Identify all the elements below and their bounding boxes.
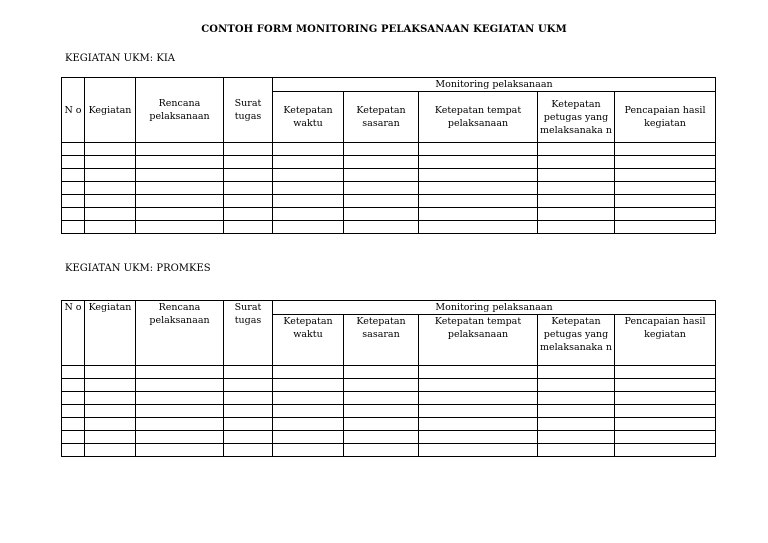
table-cell[interactable] xyxy=(136,444,224,457)
header-no: N o xyxy=(62,78,85,143)
table-cell[interactable] xyxy=(136,366,224,379)
table-cell[interactable] xyxy=(273,195,344,208)
table-cell[interactable] xyxy=(419,418,538,431)
table-cell[interactable] xyxy=(136,392,224,405)
table-cell[interactable] xyxy=(85,379,136,392)
table-cell[interactable] xyxy=(85,418,136,431)
table-cell[interactable] xyxy=(538,444,615,457)
table-row xyxy=(62,444,716,457)
table-row xyxy=(62,379,716,392)
table-cell[interactable] xyxy=(136,221,224,234)
table-row xyxy=(62,405,716,418)
table-cell[interactable] xyxy=(273,431,344,444)
table-cell[interactable] xyxy=(615,208,716,221)
table-cell[interactable] xyxy=(224,366,273,379)
monitoring-table-kia xyxy=(61,77,716,234)
table-cell[interactable] xyxy=(419,169,538,182)
table-cell[interactable] xyxy=(224,182,273,195)
table-cell[interactable] xyxy=(273,143,344,156)
table-cell[interactable] xyxy=(224,195,273,208)
table-cell[interactable] xyxy=(224,143,273,156)
table-cell[interactable] xyxy=(538,366,615,379)
table-cell[interactable] xyxy=(538,208,615,221)
header-ketepatan-waktu: Ketepatan waktu xyxy=(273,315,344,366)
table-cell[interactable] xyxy=(615,405,716,418)
table-cell[interactable] xyxy=(136,143,224,156)
table-cell[interactable] xyxy=(344,366,419,379)
table-cell[interactable] xyxy=(62,169,85,182)
monitoring-table-promkes xyxy=(61,300,716,457)
table-cell[interactable] xyxy=(136,169,224,182)
table-cell[interactable] xyxy=(538,418,615,431)
table-cell[interactable] xyxy=(136,431,224,444)
table-row xyxy=(62,169,716,182)
table-cell[interactable] xyxy=(344,221,419,234)
table-row xyxy=(62,431,716,444)
table-cell[interactable] xyxy=(344,169,419,182)
table-cell[interactable] xyxy=(538,431,615,444)
table-cell[interactable] xyxy=(615,366,716,379)
header-monitoring-pelaksanaan: Monitoring pelaksanaan xyxy=(273,301,716,315)
table-cell[interactable] xyxy=(344,208,419,221)
table-row xyxy=(62,143,716,156)
table-row xyxy=(62,221,716,234)
header-kegiatan: Kegiatan xyxy=(85,301,136,366)
table-cell[interactable] xyxy=(615,444,716,457)
table-row xyxy=(62,366,716,379)
table-cell[interactable] xyxy=(615,143,716,156)
table-cell[interactable] xyxy=(419,182,538,195)
table-cell[interactable] xyxy=(62,195,85,208)
header-pencapaian-hasil: Pencapaian hasil kegiatan xyxy=(615,92,716,143)
table-cell[interactable] xyxy=(419,366,538,379)
table-cell[interactable] xyxy=(419,208,538,221)
table-cell[interactable] xyxy=(273,156,344,169)
table-cell[interactable] xyxy=(419,156,538,169)
table-cell[interactable] xyxy=(136,379,224,392)
table-cell[interactable] xyxy=(62,156,85,169)
table-cell[interactable] xyxy=(419,431,538,444)
table-cell[interactable] xyxy=(85,444,136,457)
table-cell[interactable] xyxy=(62,418,85,431)
header-pencapaian-hasil: Pencapaian hasil kegiatan xyxy=(615,315,716,366)
table-cell[interactable] xyxy=(224,444,273,457)
table-cell[interactable] xyxy=(85,208,136,221)
header-ketepatan-petugas: Ketepatan petugas yang melaksanaka n xyxy=(538,315,615,366)
table-cell[interactable] xyxy=(344,182,419,195)
table-row xyxy=(62,182,716,195)
table-cell[interactable] xyxy=(615,195,716,208)
table-cell[interactable] xyxy=(136,182,224,195)
table-cell[interactable] xyxy=(62,444,85,457)
header-ketepatan-sasaran: Ketepatan sasaran xyxy=(344,315,419,366)
table-cell[interactable] xyxy=(224,156,273,169)
table-cell[interactable] xyxy=(62,366,85,379)
header-ketepatan-waktu: Ketepatan waktu xyxy=(273,92,344,143)
table-row xyxy=(62,418,716,431)
table-cell[interactable] xyxy=(273,444,344,457)
table-cell[interactable] xyxy=(419,392,538,405)
table-cell[interactable] xyxy=(136,208,224,221)
table-cell[interactable] xyxy=(224,392,273,405)
table-cell[interactable] xyxy=(62,143,85,156)
table-cell[interactable] xyxy=(62,182,85,195)
table-cell[interactable] xyxy=(273,418,344,431)
table-cell[interactable] xyxy=(615,156,716,169)
header-surat-tugas: Surat tugas xyxy=(224,301,273,366)
table-cell[interactable] xyxy=(419,195,538,208)
table-cell[interactable] xyxy=(136,405,224,418)
table-cell[interactable] xyxy=(344,143,419,156)
header-surat-tugas: Surat tugas xyxy=(224,78,273,143)
table-cell[interactable] xyxy=(615,169,716,182)
table-cell[interactable] xyxy=(615,182,716,195)
table-cell[interactable] xyxy=(224,221,273,234)
table-cell[interactable] xyxy=(273,366,344,379)
table-cell[interactable] xyxy=(85,392,136,405)
table-cell[interactable] xyxy=(538,143,615,156)
table-cell[interactable] xyxy=(62,431,85,444)
table-cell[interactable] xyxy=(85,169,136,182)
table-cell[interactable] xyxy=(85,143,136,156)
table-cell[interactable] xyxy=(85,405,136,418)
table-cell[interactable] xyxy=(273,208,344,221)
table-cell[interactable] xyxy=(344,431,419,444)
table-cell[interactable] xyxy=(273,182,344,195)
table-cell[interactable] xyxy=(62,392,85,405)
table-cell[interactable] xyxy=(85,156,136,169)
table-cell[interactable] xyxy=(224,418,273,431)
table-body-promkes xyxy=(62,366,716,457)
header-rencana-pelaksanaan: Rencana pelaksanaan xyxy=(136,78,224,143)
table-cell[interactable] xyxy=(538,156,615,169)
table-cell[interactable] xyxy=(85,182,136,195)
table-cell[interactable] xyxy=(538,392,615,405)
table-cell[interactable] xyxy=(85,221,136,234)
table-cell[interactable] xyxy=(136,418,224,431)
table-cell[interactable] xyxy=(62,221,85,234)
table-cell[interactable] xyxy=(538,169,615,182)
table-cell[interactable] xyxy=(538,182,615,195)
table-cell[interactable] xyxy=(615,221,716,234)
table-cell[interactable] xyxy=(85,366,136,379)
table-cell[interactable] xyxy=(538,195,615,208)
table-cell[interactable] xyxy=(344,156,419,169)
table-cell[interactable] xyxy=(419,379,538,392)
table-cell[interactable] xyxy=(419,444,538,457)
table-row xyxy=(62,392,716,405)
table-cell[interactable] xyxy=(273,392,344,405)
table-cell[interactable] xyxy=(615,418,716,431)
header-ketepatan-tempat: Ketepatan tempat pelaksanaan xyxy=(419,92,538,143)
table-cell[interactable] xyxy=(419,221,538,234)
table-cell[interactable] xyxy=(224,379,273,392)
table-cell[interactable] xyxy=(344,418,419,431)
table-cell[interactable] xyxy=(224,405,273,418)
table-cell[interactable] xyxy=(273,405,344,418)
header-ketepatan-petugas: Ketepatan petugas yang melaksanaka n xyxy=(538,92,615,143)
table-cell[interactable] xyxy=(344,444,419,457)
header-no: N o xyxy=(62,301,85,366)
table-cell[interactable] xyxy=(224,208,273,221)
table-cell[interactable] xyxy=(538,405,615,418)
table-row xyxy=(62,195,716,208)
table-cell[interactable] xyxy=(344,392,419,405)
table-cell[interactable] xyxy=(224,431,273,444)
section-label-kia: KEGIATAN UKM: KIA xyxy=(65,53,175,64)
table-cell[interactable] xyxy=(224,169,273,182)
table-cell[interactable] xyxy=(344,195,419,208)
table-cell[interactable] xyxy=(62,405,85,418)
form-title: CONTOH FORM MONITORING PELAKSANAAN KEGIATAN UKM xyxy=(201,24,567,35)
table-body-kia xyxy=(62,143,716,234)
table-cell[interactable] xyxy=(419,405,538,418)
table-cell[interactable] xyxy=(538,221,615,234)
header-kegiatan: Kegiatan xyxy=(85,78,136,143)
header-ketepatan-sasaran: Ketepatan sasaran xyxy=(344,92,419,143)
header-ketepatan-tempat: Ketepatan tempat pelaksanaan xyxy=(419,315,538,366)
table-cell[interactable] xyxy=(136,195,224,208)
table-cell[interactable] xyxy=(344,405,419,418)
header-rencana-pelaksanaan: Rencana pelaksanaan xyxy=(136,301,224,366)
table-cell[interactable] xyxy=(615,392,716,405)
table-cell[interactable] xyxy=(273,379,344,392)
table-cell[interactable] xyxy=(538,379,615,392)
table-cell[interactable] xyxy=(62,208,85,221)
table-cell[interactable] xyxy=(62,379,85,392)
table-row xyxy=(62,156,716,169)
table-cell[interactable] xyxy=(419,143,538,156)
table-cell[interactable] xyxy=(273,169,344,182)
table-cell[interactable] xyxy=(615,431,716,444)
table-cell[interactable] xyxy=(85,195,136,208)
header-monitoring-pelaksanaan: Monitoring pelaksanaan xyxy=(273,78,716,92)
table-cell[interactable] xyxy=(85,431,136,444)
table-cell[interactable] xyxy=(136,156,224,169)
table-cell[interactable] xyxy=(344,379,419,392)
section-label-promkes: KEGIATAN UKM: PROMKES xyxy=(65,263,211,274)
table-cell[interactable] xyxy=(615,379,716,392)
table-cell[interactable] xyxy=(273,221,344,234)
table-row xyxy=(62,208,716,221)
